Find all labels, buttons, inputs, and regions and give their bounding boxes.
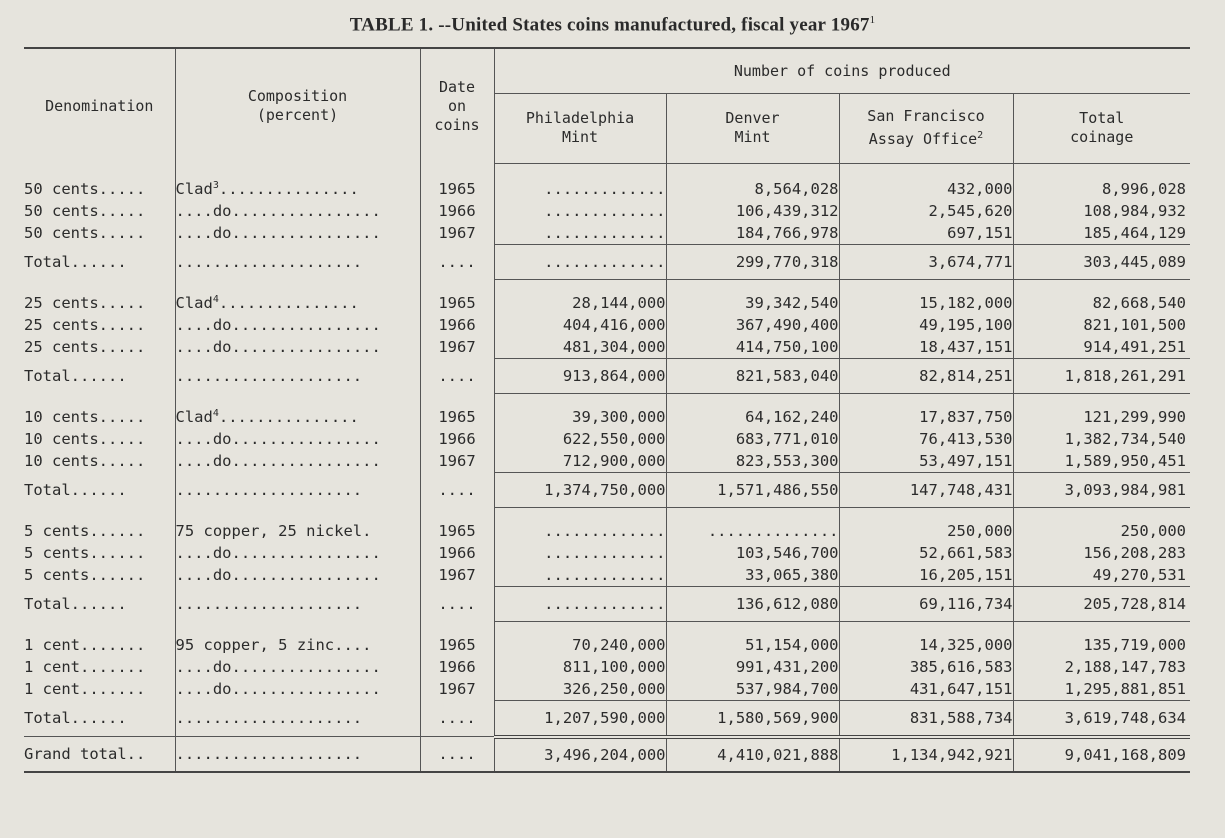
cell-phil: 1,207,590,000 — [494, 700, 666, 737]
cell-date: 1967 — [420, 222, 494, 245]
cell-denver: 367,490,400 — [666, 314, 839, 336]
header-denomination: Denomination — [24, 48, 175, 163]
composition-text: ....do............. — [175, 679, 353, 698]
cell-date: 1965 — [420, 634, 494, 656]
composition-text: 75 copper, 25 nickel. — [175, 521, 372, 540]
cell-total: 821,101,500 — [1013, 314, 1190, 336]
cell-sf: 15,182,000 — [839, 292, 1013, 314]
cell-total: 1,589,950,451 — [1013, 450, 1190, 473]
cell-sf: 69,116,734 — [839, 586, 1013, 621]
composition-text: ....do............. — [175, 565, 353, 584]
table-row — [24, 678, 1190, 701]
composition-text: ....do............. — [175, 201, 353, 220]
cell-comp — [175, 178, 420, 200]
cell-sf: 52,661,583 — [839, 542, 1013, 564]
cell-total: 250,000 — [1013, 520, 1190, 542]
cell-denver: 51,154,000 — [666, 634, 839, 656]
composition-text: .................... — [175, 480, 363, 499]
cell-denver: 184,766,978 — [666, 222, 839, 245]
cell-denver: 106,439,312 — [666, 200, 839, 222]
spacer-row — [24, 163, 1190, 178]
cell-total: 2,188,147,783 — [1013, 656, 1190, 678]
composition-text: Clad — [175, 407, 213, 426]
composition-text: ....do............. — [175, 223, 353, 242]
table-row — [24, 200, 1190, 222]
grand-total-row — [24, 737, 1190, 772]
table-title-text: TABLE 1. --United States coins manufactured, fiscal year 1967 — [349, 14, 870, 36]
total-row — [24, 586, 1190, 621]
cell-sf: 831,588,734 — [839, 700, 1013, 737]
cell-sf: 76,413,530 — [839, 428, 1013, 450]
table-row — [24, 406, 1190, 428]
cell-den: Total...... — [24, 366, 127, 385]
spacer-row — [24, 393, 1190, 406]
cell-denver: 414,750,100 — [666, 336, 839, 359]
table-row — [24, 292, 1190, 314]
coins-table — [24, 47, 1190, 773]
cell-date: .... — [420, 472, 494, 507]
cell-comp — [175, 520, 420, 542]
cell-den: 50 cents..... — [24, 201, 146, 220]
cell-phil: 1,374,750,000 — [494, 472, 666, 507]
cell-date: 1966 — [420, 314, 494, 336]
cell-total: 1,818,261,291 — [1013, 358, 1190, 393]
header-san-francisco: San Francisco Assay Office$^2$ — [839, 94, 1013, 163]
cell-den: 5 cents...... — [24, 543, 146, 562]
cell-denver: 991,431,200 — [666, 656, 839, 678]
cell-phil: 481,304,000 — [494, 336, 666, 359]
cell-denver: 1,571,486,550 — [666, 472, 839, 507]
cell-comp — [175, 358, 420, 393]
cell-total: 1,295,881,851 — [1013, 678, 1190, 701]
cell-sf: 3,674,771 — [839, 244, 1013, 279]
composition-leader-dots: ... — [352, 337, 381, 356]
cell-date: 1965 — [420, 406, 494, 428]
composition-footnote: 3 — [212, 179, 219, 191]
composition-text: .................... — [175, 252, 363, 271]
table-row — [24, 336, 1190, 359]
cell-den: 10 cents..... — [24, 407, 146, 426]
cell-den: Total...... — [24, 709, 127, 727]
cell-comp — [175, 472, 420, 507]
cell-sf: 250,000 — [839, 520, 1013, 542]
cell-denver: 103,546,700 — [666, 542, 839, 564]
cell-total: 49,270,531 — [1013, 564, 1190, 587]
composition-leader-dots: ... — [352, 565, 381, 584]
cell-den: Total...... — [24, 480, 127, 499]
cell-comp — [175, 564, 420, 587]
composition-text: .................... — [175, 366, 363, 385]
composition-text: ....do............. — [175, 429, 353, 448]
table-row — [24, 178, 1190, 200]
cell-date: 1967 — [420, 678, 494, 701]
cell-sf: 18,437,151 — [839, 336, 1013, 359]
cell-phil: 326,250,000 — [494, 678, 666, 701]
cell-denver: 1,580,569,900 — [666, 700, 839, 737]
cell-phil: 811,100,000 — [494, 656, 666, 678]
composition-leader-dots: ... — [352, 223, 381, 242]
cell-date: .... — [420, 700, 494, 737]
composition-text: Clad — [175, 179, 213, 198]
cell-denver: 537,984,700 — [666, 678, 839, 701]
cell-den: 25 cents..... — [24, 293, 146, 312]
cell-sf: 147,748,431 — [839, 472, 1013, 507]
total-row — [24, 244, 1190, 279]
cell-comp — [175, 244, 420, 279]
cell-total: 8,996,028 — [1013, 178, 1190, 200]
cell-den: 25 cents..... — [24, 337, 146, 356]
cell-total: 9,041,168,809 — [1013, 737, 1190, 772]
table-body — [24, 163, 1190, 772]
cell-comp — [175, 336, 420, 359]
table-row — [24, 634, 1190, 656]
header-philadelphia: Philadelphia Mint — [494, 94, 666, 163]
table-row — [24, 656, 1190, 678]
cell-comp — [175, 656, 420, 678]
table-row — [24, 428, 1190, 450]
cell-date: 1966 — [420, 200, 494, 222]
table-title — [0, 14, 1225, 36]
cell-comp — [175, 200, 420, 222]
composition-leader-dots: ... — [352, 543, 381, 562]
cell-date: 1965 — [420, 292, 494, 314]
cell-comp — [175, 428, 420, 450]
cell-denver: 299,770,318 — [666, 244, 839, 279]
total-row — [24, 700, 1190, 737]
cell-date: 1967 — [420, 564, 494, 587]
composition-text: ....do............. — [175, 451, 353, 470]
cell-phil: ............. — [494, 178, 666, 200]
header-group-number-of-coins: Number of coins produced — [494, 48, 1190, 94]
cell-sf: 16,205,151 — [839, 564, 1013, 587]
cell-total: 185,464,129 — [1013, 222, 1190, 245]
cell-phil: 622,550,000 — [494, 428, 666, 450]
cell-den: Grand total.. — [24, 737, 175, 772]
cell-sf: 53,497,151 — [839, 450, 1013, 473]
cell-comp — [175, 450, 420, 473]
cell-den: 50 cents..... — [24, 223, 146, 242]
cell-date: 1966 — [420, 542, 494, 564]
cell-sf: 49,195,100 — [839, 314, 1013, 336]
cell-sf: 385,616,583 — [839, 656, 1013, 678]
cell-denver: 33,065,380 — [666, 564, 839, 587]
cell-total: 914,491,251 — [1013, 336, 1190, 359]
cell-sf: 2,545,620 — [839, 200, 1013, 222]
header-composition: Composition (percent) — [175, 48, 420, 163]
cell-comp — [175, 678, 420, 701]
cell-denver: 4,410,021,888 — [666, 737, 839, 772]
cell-comp — [175, 737, 420, 772]
composition-leader-dots: ... — [352, 679, 381, 698]
cell-phil: ............. — [494, 520, 666, 542]
cell-comp — [175, 586, 420, 621]
cell-sf: 82,814,251 — [839, 358, 1013, 393]
composition-text: ....do............. — [175, 337, 353, 356]
cell-date: 1966 — [420, 428, 494, 450]
composition-leader-dots: ............... — [218, 179, 359, 198]
composition-leader-dots: ... — [352, 451, 381, 470]
cell-den: 10 cents..... — [24, 429, 146, 448]
cell-phil: 712,900,000 — [494, 450, 666, 473]
cell-phil: 913,864,000 — [494, 358, 666, 393]
cell-date: .... — [420, 244, 494, 279]
composition-leader-dots: ............... — [218, 407, 359, 426]
cell-total: 303,445,089 — [1013, 244, 1190, 279]
cell-sf: 432,000 — [839, 178, 1013, 200]
table-row — [24, 314, 1190, 336]
cell-phil: 70,240,000 — [494, 634, 666, 656]
cell-total: 121,299,990 — [1013, 406, 1190, 428]
cell-sf: 14,325,000 — [839, 634, 1013, 656]
cell-date: 1965 — [420, 520, 494, 542]
cell-phil: 28,144,000 — [494, 292, 666, 314]
cell-sf: 431,647,151 — [839, 678, 1013, 701]
cell-total: 205,728,814 — [1013, 586, 1190, 621]
table-row — [24, 542, 1190, 564]
cell-phil: ............. — [494, 586, 666, 621]
cell-total: 3,619,748,634 — [1013, 700, 1190, 737]
cell-den: Total...... — [24, 594, 127, 613]
cell-denver: 8,564,028 — [666, 178, 839, 200]
cell-total: 1,382,734,540 — [1013, 428, 1190, 450]
cell-den: 50 cents..... — [24, 179, 146, 198]
composition-text: 95 copper, 5 zinc.... — [175, 635, 372, 654]
cell-comp — [175, 634, 420, 656]
cell-comp — [175, 700, 420, 737]
cell-date: .... — [420, 358, 494, 393]
cell-date: .... — [420, 586, 494, 621]
cell-phil: 39,300,000 — [494, 406, 666, 428]
spacer-row — [24, 279, 1190, 292]
cell-phil: ............. — [494, 222, 666, 245]
cell-sf: 697,151 — [839, 222, 1013, 245]
cell-date: 1965 — [420, 178, 494, 200]
cell-phil: 3,496,204,000 — [494, 737, 666, 772]
cell-den: 1 cent....... — [24, 657, 146, 676]
cell-denver: 39,342,540 — [666, 292, 839, 314]
cell-phil: ............. — [494, 244, 666, 279]
header-denver: Denver Mint — [666, 94, 839, 163]
header-row-1 — [24, 48, 1190, 94]
cell-comp — [175, 314, 420, 336]
composition-leader-dots: ... — [352, 657, 381, 676]
composition-leader-dots: ... — [352, 429, 381, 448]
table-row — [24, 222, 1190, 245]
cell-date: 1966 — [420, 656, 494, 678]
cell-denver: 683,771,010 — [666, 428, 839, 450]
cell-den: 5 cents...... — [24, 565, 146, 584]
table-row — [24, 520, 1190, 542]
cell-phil: 404,416,000 — [494, 314, 666, 336]
total-row — [24, 358, 1190, 393]
cell-comp — [175, 406, 420, 428]
composition-text: .................... — [175, 744, 363, 763]
cell-total: 82,668,540 — [1013, 292, 1190, 314]
cell-denver: 821,583,040 — [666, 358, 839, 393]
cell-denver: 136,612,080 — [666, 586, 839, 621]
composition-text: ....do............. — [175, 657, 353, 676]
composition-text: ....do............. — [175, 315, 353, 334]
composition-leader-dots: ... — [352, 315, 381, 334]
composition-text: .................... — [175, 709, 363, 727]
composition-footnote: 4 — [212, 407, 219, 419]
cell-den: 1 cent....... — [24, 635, 146, 654]
cell-den: 10 cents..... — [24, 451, 146, 470]
cell-total: 135,719,000 — [1013, 634, 1190, 656]
header-date: Date on coins — [420, 48, 494, 163]
cell-total: 156,208,283 — [1013, 542, 1190, 564]
cell-den: 1 cent....... — [24, 679, 146, 698]
cell-den: 25 cents..... — [24, 315, 146, 334]
composition-leader-dots: ............... — [218, 293, 359, 312]
cell-den: 5 cents...... — [24, 521, 146, 540]
total-row — [24, 472, 1190, 507]
cell-comp — [175, 542, 420, 564]
cell-total: 3,093,984,981 — [1013, 472, 1190, 507]
spacer-row — [24, 507, 1190, 520]
table-row — [24, 450, 1190, 473]
cell-denver: 64,162,240 — [666, 406, 839, 428]
cell-comp — [175, 222, 420, 245]
cell-date: .... — [420, 737, 494, 772]
cell-phil: ............. — [494, 542, 666, 564]
cell-sf: 17,837,750 — [839, 406, 1013, 428]
cell-den: Total...... — [24, 252, 127, 271]
cell-date: 1967 — [420, 450, 494, 473]
cell-denver: .............. — [666, 520, 839, 542]
spacer-row — [24, 621, 1190, 634]
composition-footnote: 4 — [212, 293, 219, 305]
cell-date: 1967 — [420, 336, 494, 359]
composition-text: ....do............. — [175, 543, 353, 562]
cell-phil: ............. — [494, 200, 666, 222]
composition-text: .................... — [175, 594, 363, 613]
header-total-coinage: Total coinage — [1013, 94, 1190, 163]
table-row — [24, 564, 1190, 587]
cell-comp — [175, 292, 420, 314]
cell-total: 108,984,932 — [1013, 200, 1190, 222]
composition-leader-dots: ... — [352, 201, 381, 220]
composition-text: Clad — [175, 293, 213, 312]
cell-phil: ............. — [494, 564, 666, 587]
cell-sf: 1,134,942,921 — [839, 737, 1013, 772]
title-footnote: 1 — [869, 14, 876, 26]
cell-denver: 823,553,300 — [666, 450, 839, 473]
